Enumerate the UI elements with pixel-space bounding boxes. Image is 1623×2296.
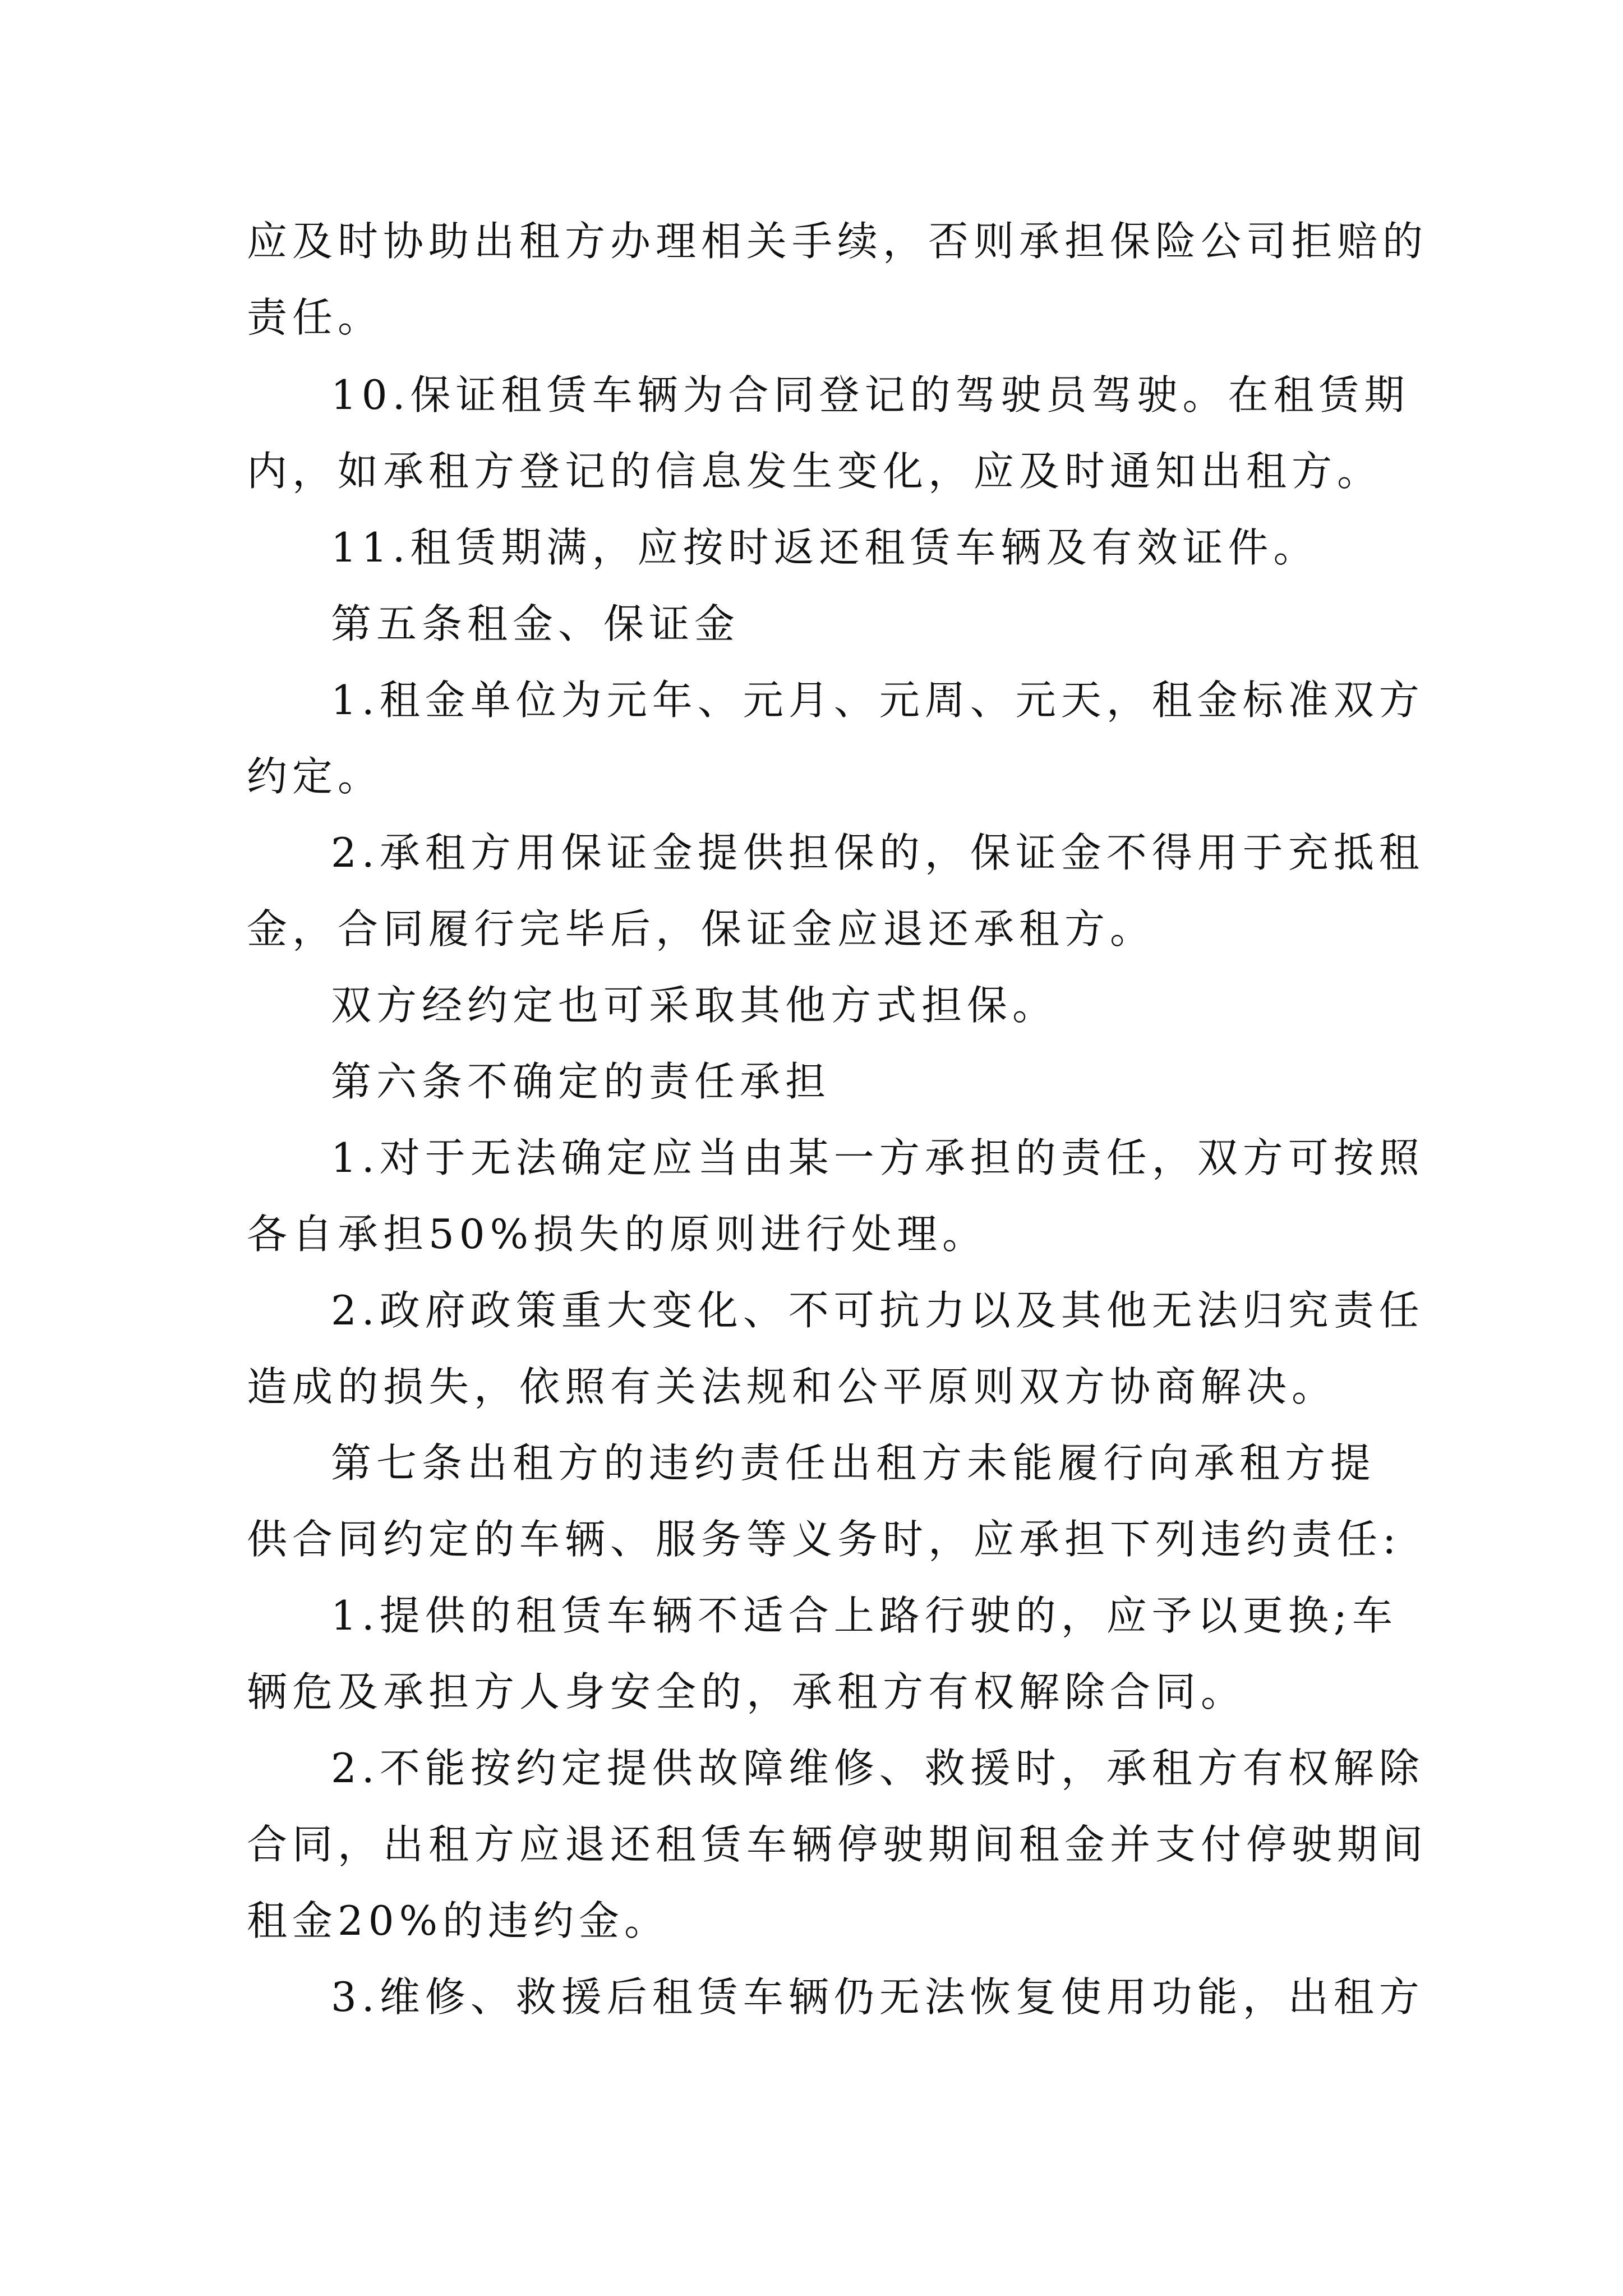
text-line-7: 1.租金单位为元年、元月、元周、元天，租金标准双方 <box>331 677 1424 724</box>
text-line-24: 3.维修、救援后租赁车辆仍无法恢复使用功能，出租方 <box>331 1973 1424 2021</box>
text-line-20: 辆危及承担方人身安全的，承租方有权解除合同。 <box>247 1668 1247 1715</box>
text-line-9: 2.承租方用保证金提供担保的，保证金不得用于充抵租 <box>331 829 1424 876</box>
text-line-15: 2.政府政策重大变化、不可抗力以及其他无法归究责任 <box>331 1287 1424 1334</box>
text-line-18: 供合同约定的车辆、服务等义务时，应承担下列违约责任: <box>247 1516 1401 1563</box>
text-line-21: 2.不能按约定提供故障维修、救援时，承租方有权解除 <box>331 1745 1424 1792</box>
text-line-19: 1.提供的租赁车辆不适合上路行驶的，应予以更换;车 <box>331 1592 1398 1639</box>
text-line-2: 责任。 <box>247 294 384 341</box>
text-line-4: 内，如承租方登记的信息发生变化，应及时通知出租方。 <box>247 448 1383 495</box>
text-line-14: 各自承担50%损失的原则进行处理。 <box>247 1211 988 1258</box>
section-heading-6: 第六条不确定的责任承担 <box>331 1058 831 1105</box>
text-line-22: 合同，出租方应退还租赁车辆停驶期间租金并支付停驶期间 <box>247 1821 1428 1868</box>
section-heading-7: 第七条出租方的违约责任出租方未能履行向承租方提 <box>331 1439 1376 1487</box>
text-line-1: 应及时协助出租方办理相关手续，否则承担保险公司拒赔的 <box>247 218 1428 265</box>
text-line-23: 租金20%的违约金。 <box>247 1897 670 1944</box>
text-line-16: 造成的损失，依照有关法规和公平原则双方协商解决。 <box>247 1363 1338 1410</box>
section-heading-5: 第五条租金、保证金 <box>331 600 740 647</box>
text-line-8: 约定。 <box>247 753 384 800</box>
text-line-10: 金，合同履行完毕后，保证金应退还承租方。 <box>247 905 1156 953</box>
text-line-13: 1.对于无法确定应当由某一方承担的责任，双方可按照 <box>331 1134 1424 1181</box>
text-line-11: 双方经约定也可采取其他方式担保。 <box>331 982 1058 1029</box>
text-line-5: 11.租赁期满，应按时返还租赁车辆及有效证件。 <box>331 524 1319 571</box>
text-line-3: 10.保证租赁车辆为合同登记的驾驶员驾驶。在租赁期 <box>331 371 1410 418</box>
